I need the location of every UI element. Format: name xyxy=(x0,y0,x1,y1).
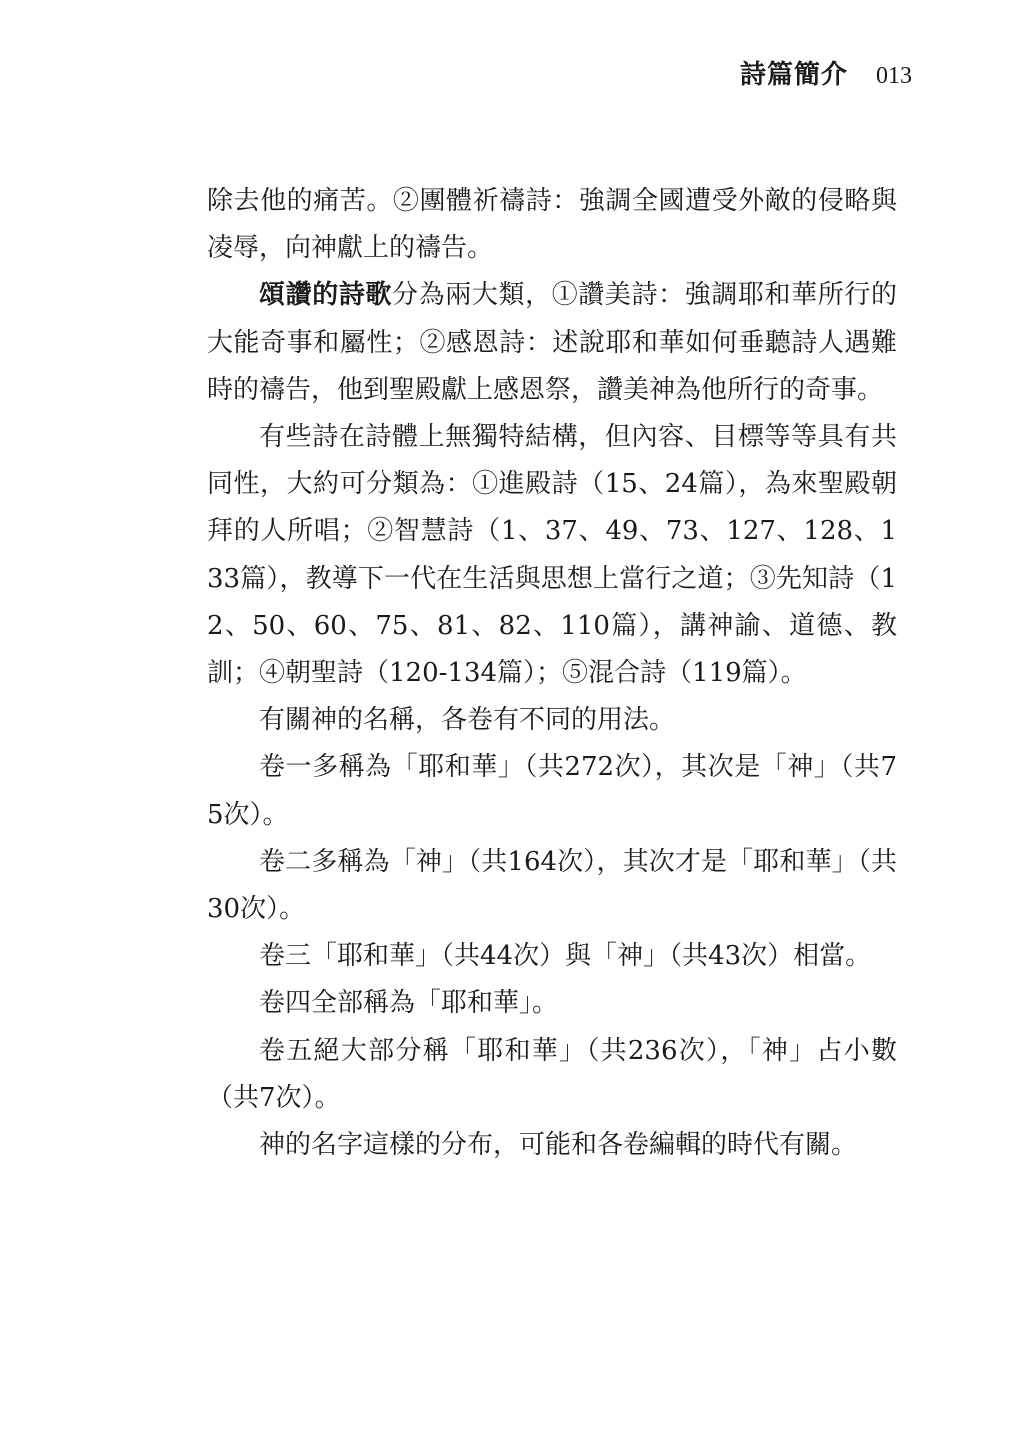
page-number: 013 xyxy=(876,63,912,89)
paragraph-continuation xyxy=(207,178,897,272)
paragraph-divine-names-intro xyxy=(207,697,897,744)
paragraph-text: 卷四全部稱為「耶和華」。 xyxy=(259,988,559,1019)
running-header xyxy=(740,54,912,91)
paragraph-book-one xyxy=(207,744,897,838)
paragraph-text: 分為兩大類，①讚美詩：強調耶和華所行的大能奇事和屬性；②感恩詩：述說耶和華如何垂聽詩人遇難時的禱告，他到聖殿獻上感恩祭，讚美神為他所行的奇事。 xyxy=(207,280,897,405)
paragraph-text: 神的名字這樣的分布，可能和各卷編輯的時代有關。 xyxy=(259,1130,858,1161)
paragraph-book-four xyxy=(207,980,897,1027)
paragraph-text: 卷五絕大部分稱「耶和華」（共236次），「神」占小數（共7次）。 xyxy=(207,1035,897,1113)
paragraph-text: 有些詩在詩體上無獨特結構，但內容、目標等等具有共同性，大約可分類為：①進殿詩（15、24篇），為來聖殿朝拜的人所唱；②智慧詩（1、37、49、73、127、128、133篇），教導下一代在生活與思想上當行之道；③先知詩（12、50、60、75、81、82、110篇），講神諭、道德、教訓；④朝聖詩（120-134篇）；⑤混合詩（119篇）。 xyxy=(207,422,897,689)
section-title: 詩篇簡介 xyxy=(739,60,848,90)
paragraph-text: 除去他的痛苦。②團體祈禱詩：強調全國遭受外敵的侵略與凌辱，向神獻上的禱告。 xyxy=(207,186,897,264)
paragraph-text: 卷二多稱為「神」（共164次），其次才是「耶和華」（共30次）。 xyxy=(207,846,897,925)
paragraph-text: 有關神的名稱，各卷有不同的用法。 xyxy=(259,705,676,736)
paragraph-text: 卷一多稱為「耶和華」（共272次），其次是「神」（共75次）。 xyxy=(207,752,897,830)
paragraph-book-three xyxy=(207,933,897,980)
paragraph-poem-categories xyxy=(207,414,897,697)
paragraph-book-five xyxy=(207,1028,897,1122)
lead-term: 頌讚的詩歌 xyxy=(259,280,393,311)
paragraph-conclusion xyxy=(207,1122,897,1169)
paragraph-text: 卷三「耶和華」（共44次）與「神」（共43次）相當。 xyxy=(259,941,872,972)
paragraph-praise-songs xyxy=(207,272,897,414)
paragraph-book-two xyxy=(207,839,897,933)
body-text xyxy=(207,178,897,1169)
